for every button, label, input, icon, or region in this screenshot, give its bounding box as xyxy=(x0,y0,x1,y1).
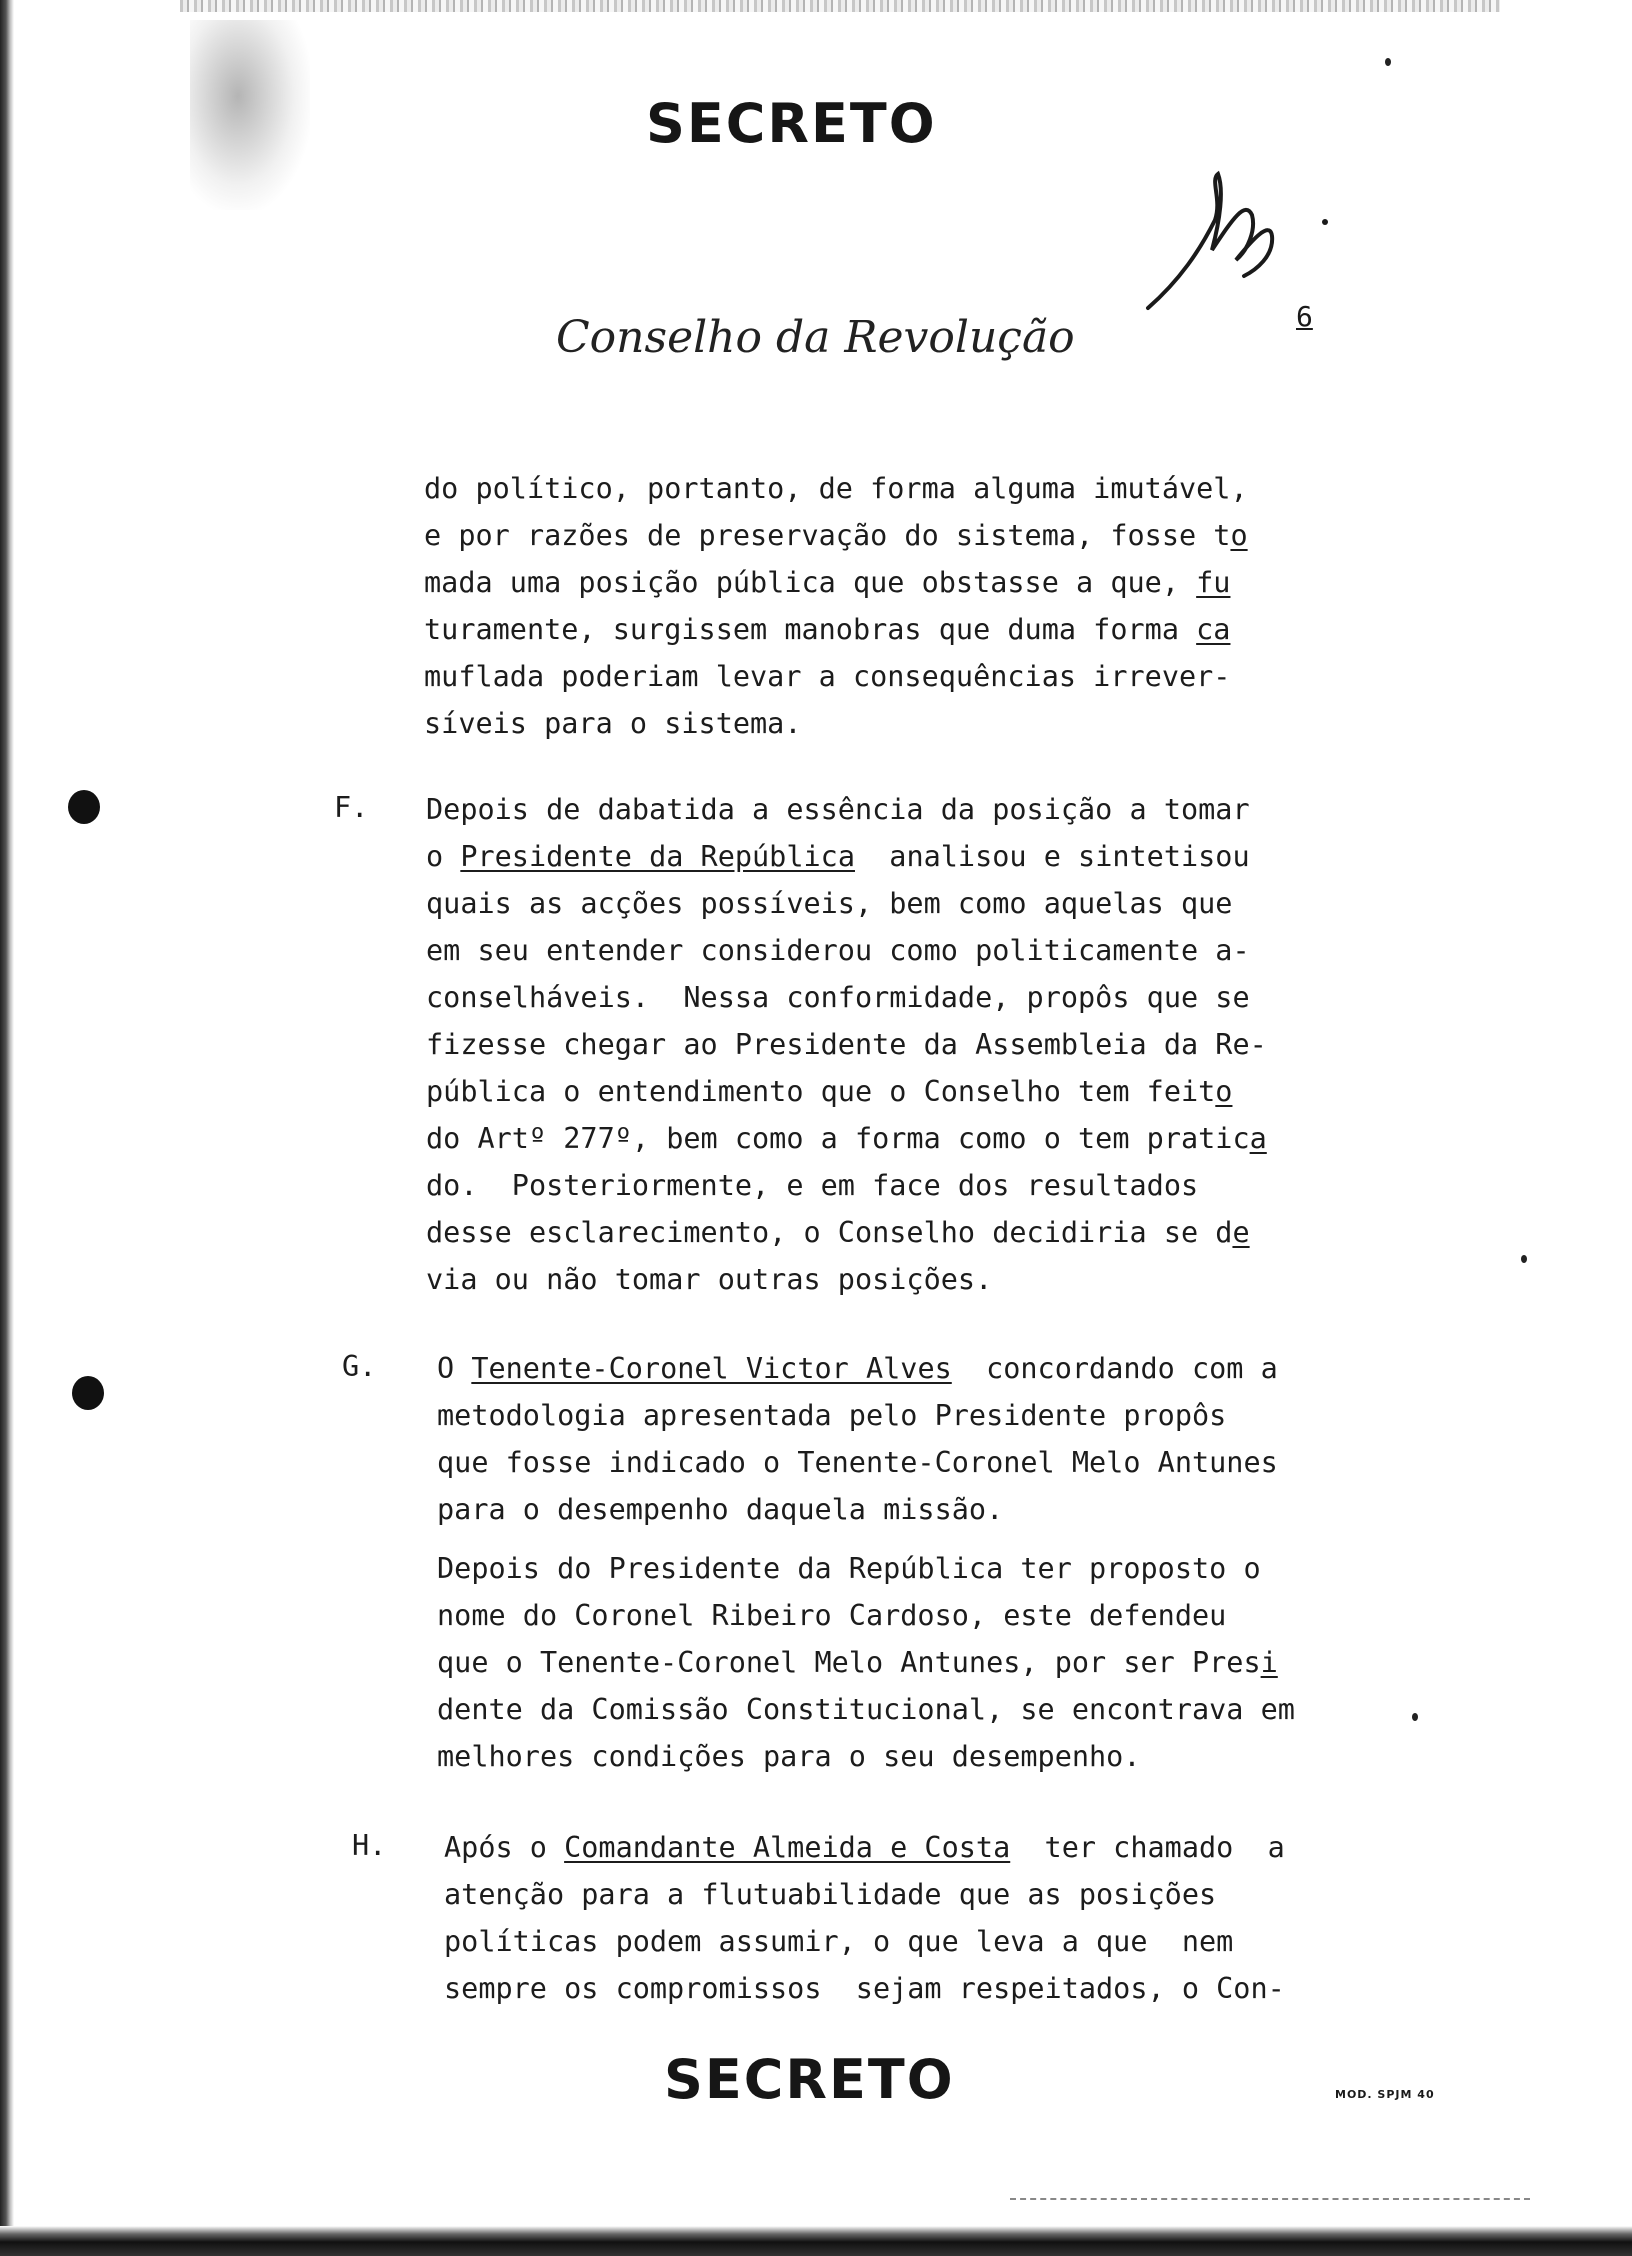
text-line xyxy=(437,1486,1278,1533)
text-line xyxy=(444,1918,1285,1965)
text-segment: O xyxy=(437,1352,472,1385)
text-line xyxy=(444,1965,1285,2012)
underlined-text: Tenente-Coronel Victor Alves xyxy=(471,1352,952,1385)
text-segment: Depois do Presidente da República ter proposto o xyxy=(437,1552,1261,1585)
text-segment: muflada poderiam levar a consequências irrever- xyxy=(424,660,1231,693)
classification-stamp-top: SECRETO xyxy=(646,92,937,155)
scan-bottom-edge xyxy=(0,2226,1632,2256)
text-segment: para o desempenho daquela missão. xyxy=(437,1493,1004,1526)
text-line xyxy=(437,1733,1295,1780)
text-line xyxy=(426,1209,1267,1256)
punch-hole xyxy=(68,790,100,824)
text-line xyxy=(426,974,1267,1021)
text-line xyxy=(437,1439,1278,1486)
underlined-text: o xyxy=(1215,1075,1233,1108)
text-segment: dente da Comissão Constitucional, se encontrava em xyxy=(437,1693,1295,1726)
text-line xyxy=(437,1639,1295,1686)
text-segment: desse esclarecimento, o Conselho decidiria se d xyxy=(426,1216,1233,1249)
section-marker-g: G. xyxy=(342,1350,377,1383)
text-line xyxy=(437,1592,1295,1639)
text-line xyxy=(426,1068,1267,1115)
text-line xyxy=(444,1871,1285,1918)
text-segment: fizesse chegar ao Presidente da Assembleia da Re- xyxy=(426,1028,1267,1061)
text-segment: do Artº 277º, bem como a forma como o tem pratic xyxy=(426,1122,1250,1155)
page-number: 6 xyxy=(1296,300,1313,333)
underlined-text: e xyxy=(1232,1216,1250,1249)
text-segment: metodologia apresentada pelo Presidente propôs xyxy=(437,1399,1227,1432)
underlined-text: Presidente da República xyxy=(460,840,855,873)
paragraph-h xyxy=(444,1824,1285,2012)
paragraph-g-continued xyxy=(437,1545,1295,1780)
underlined-text: o xyxy=(1230,519,1248,552)
text-segment: do político, portanto, de forma alguma imutável, xyxy=(424,472,1248,505)
text-segment: nome do Coronel Ribeiro Cardoso, este defendeu xyxy=(437,1599,1227,1632)
text-line xyxy=(424,512,1248,559)
text-segment: mada uma posição pública que obstasse a que, xyxy=(424,566,1197,599)
text-line xyxy=(426,833,1267,880)
text-segment: melhores condições para o seu desempenho. xyxy=(437,1740,1141,1773)
text-line xyxy=(437,1686,1295,1733)
text-line xyxy=(426,1162,1267,1209)
text-segment: e por razões de preservação do sistema, fosse t xyxy=(424,519,1231,552)
paragraph-g xyxy=(437,1345,1278,1533)
scan-speck xyxy=(1521,1255,1527,1263)
text-line xyxy=(424,653,1248,700)
text-segment: que fosse indicado o Tenente-Coronel Melo Antunes xyxy=(437,1446,1278,1479)
text-segment: Após o xyxy=(444,1831,565,1864)
text-line xyxy=(426,880,1267,927)
text-line xyxy=(424,559,1248,606)
underlined-text: i xyxy=(1260,1646,1278,1679)
text-line xyxy=(437,1392,1278,1439)
letterhead-title: Conselho da Revolução xyxy=(556,312,1075,363)
text-segment: o xyxy=(426,840,461,873)
text-segment: do. Posteriormente, e em face dos resultados xyxy=(426,1169,1199,1202)
text-line xyxy=(426,927,1267,974)
scan-left-edge xyxy=(0,0,14,2256)
scan-top-edge xyxy=(180,0,1500,12)
text-segment: síveis para o sistema. xyxy=(424,707,802,740)
text-line xyxy=(426,786,1267,833)
text-line xyxy=(437,1345,1278,1392)
text-line xyxy=(424,606,1248,653)
text-segment: quais as acções possíveis, bem como aquelas que xyxy=(426,887,1233,920)
text-segment: analisou e sintetisou xyxy=(854,840,1250,873)
text-segment: em seu entender considerou como politicamente a- xyxy=(426,934,1250,967)
text-line xyxy=(426,1256,1267,1303)
text-segment: políticas podem assumir, o que leva a que nem xyxy=(444,1925,1234,1958)
scan-speck xyxy=(1385,58,1391,66)
paragraph-intro xyxy=(424,465,1248,747)
text-line xyxy=(444,1824,1285,1871)
scan-smudge xyxy=(190,20,310,210)
underlined-text: a xyxy=(1249,1122,1267,1155)
text-line xyxy=(426,1115,1267,1162)
text-segment: concordando com a xyxy=(951,1352,1278,1385)
text-segment: pública o entendimento que o Conselho tem feit xyxy=(426,1075,1216,1108)
text-segment: atenção para a flutuabilidade que as posições xyxy=(444,1878,1217,1911)
text-segment: conselháveis. Nessa conformidade, propôs que se xyxy=(426,981,1250,1014)
scan-bottom-dash xyxy=(1010,2198,1530,2200)
text-line xyxy=(437,1545,1295,1592)
text-segment: via ou não tomar outras posições. xyxy=(426,1263,993,1296)
text-segment: que o Tenente-Coronel Melo Antunes, por ser Pres xyxy=(437,1646,1261,1679)
underlined-text: fu xyxy=(1196,566,1231,599)
text-segment: sempre os compromissos sejam respeitados, o Con- xyxy=(444,1972,1285,2005)
text-line xyxy=(424,700,1248,747)
punch-hole xyxy=(72,1376,104,1410)
classification-stamp-bottom: SECRETO xyxy=(664,2048,955,2111)
text-line xyxy=(426,1021,1267,1068)
text-segment: Depois de dabatida a essência da posição a tomar xyxy=(426,793,1250,826)
section-marker-f: F. xyxy=(334,791,369,824)
section-marker-h: H. xyxy=(352,1829,387,1862)
underlined-text: Comandante Almeida e Costa xyxy=(564,1831,1011,1864)
underlined-text: ca xyxy=(1196,613,1231,646)
text-segment: turamente, surgissem manobras que duma forma xyxy=(424,613,1197,646)
form-code: MOD. SPJM 40 xyxy=(1335,2088,1435,2101)
text-segment: ter chamado a xyxy=(1010,1831,1285,1864)
scan-speck xyxy=(1412,1713,1418,1721)
signature-initials xyxy=(1140,160,1340,320)
text-line xyxy=(424,465,1248,512)
paragraph-f xyxy=(426,786,1267,1303)
